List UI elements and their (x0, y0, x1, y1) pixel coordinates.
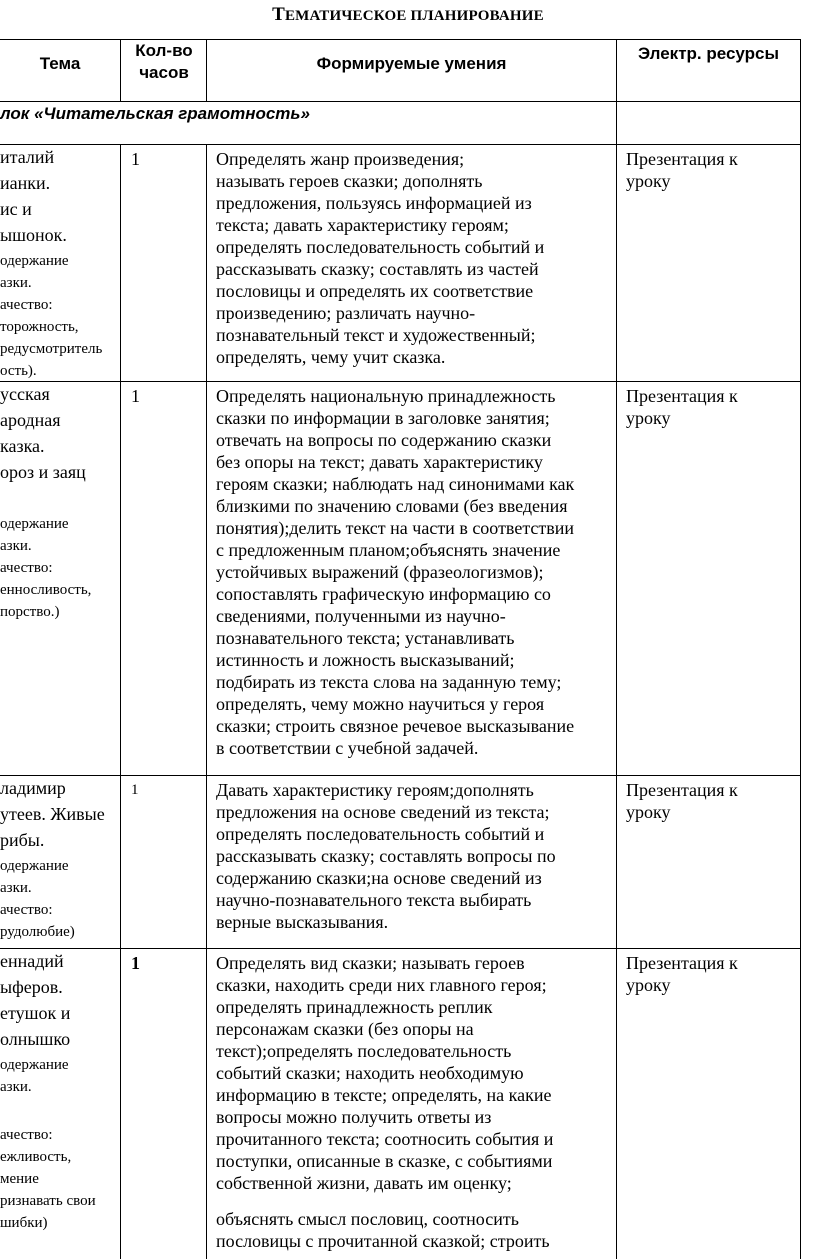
skill-line: называть героев сказки; дополнять (216, 171, 483, 191)
skill-line: персонажам сказки (без опоры на (216, 1019, 474, 1039)
row-resources (626, 385, 738, 429)
topic-line (0, 487, 118, 513)
topic-line: азки. (0, 275, 32, 291)
skill-line: сказки; строить связное речевое высказывание (216, 716, 575, 736)
skill-line: Давать характеристику героям;дополнять (216, 780, 534, 800)
topic-line: ороз и заяц (0, 462, 86, 482)
topic-line (0, 1098, 118, 1124)
topic-line: ость). (0, 363, 37, 379)
section-title: лок «Читательская грамотность» (0, 104, 310, 123)
row-resources (626, 779, 738, 823)
topic-line: ародная (0, 410, 61, 430)
skill-line: истинность и ложность высказываний; (216, 650, 515, 670)
skill-line: текст);определять последовательность (216, 1041, 512, 1061)
skill-line: сведениями, полученными из научно- (216, 606, 506, 626)
topic-line: ачество: (0, 297, 53, 313)
skill-line: информацию в тексте; определять, на какие (216, 1085, 552, 1105)
topic-line: одержание (0, 253, 69, 269)
skill-line: пословицы и определять их соответствие (216, 281, 534, 301)
topic-line: азки. (0, 538, 32, 554)
skill-line: Определять жанр произведения; (216, 149, 465, 169)
skill-line: содержанию сказки;на основе сведений из (216, 868, 542, 888)
skill-line: пословицы с прочитанной сказкой; строить (216, 1231, 550, 1251)
resource-line: уроку (626, 975, 671, 995)
topic-line: италий (0, 147, 55, 167)
row-hours: 1 (131, 149, 140, 169)
header-resources: Электр. ресурсы (637, 44, 780, 63)
topic-line: ачество: (0, 902, 53, 918)
header-skills: Формируемые умения (316, 54, 507, 73)
skill-line: определять принадлежность реплик (216, 997, 493, 1017)
table-border (616, 39, 617, 1259)
topic-line: етушок и (0, 1003, 71, 1023)
skill-line (216, 1194, 553, 1208)
skill-line: устойчивых выражений (фразеологизмов); (216, 562, 544, 582)
table-border (206, 144, 207, 1259)
skill-line: собственной жизни, давать им оценку; (216, 1173, 512, 1193)
resource-line: уроку (626, 171, 671, 191)
topic-line: ыферов. (0, 977, 63, 997)
skill-line: поступки, описанные в сказке, с событиями (216, 1151, 553, 1171)
resource-line: Презентация к (626, 953, 738, 973)
topic-line: казка. (0, 436, 45, 456)
skill-line: определять последовательность событий и (216, 237, 545, 257)
skill-line: понятия);делить текст на части в соответствии (216, 518, 575, 538)
topic-line: мение (0, 1171, 39, 1187)
skill-line: героям сказки; наблюдать над синонимами как (216, 474, 575, 494)
topic-line: ышонок. (0, 225, 67, 245)
table-border (0, 101, 800, 102)
skill-line: отвечать на вопросы по содержанию сказки (216, 430, 552, 450)
topic-line: еннадий (0, 951, 64, 971)
skill-line: произведению; различать научно- (216, 303, 476, 323)
skill-line: прочитанного текста; соотносить события и (216, 1129, 554, 1149)
skill-line: вопросы можно получить ответы из (216, 1107, 492, 1127)
topic-line: рибы. (0, 830, 45, 850)
resource-line: уроку (626, 408, 671, 428)
skill-line: познавательный текст и художественный; (216, 325, 536, 345)
row-topic (0, 383, 118, 623)
skill-line: объяснять смысл пословиц, соотносить (216, 1209, 519, 1229)
row-resources (626, 952, 738, 996)
topic-line: ачество: (0, 560, 53, 576)
skill-line: определять последовательность событий и (216, 824, 545, 844)
skill-line: в соответствии с учебной задачей. (216, 738, 479, 758)
table-border (800, 39, 801, 1259)
skill-line: определять, чему учит сказка. (216, 347, 446, 367)
row-skills (216, 952, 553, 1252)
topic-line: рудолюбие) (0, 924, 75, 940)
topic-line: олнышко (0, 1029, 71, 1049)
skill-line: рассказывать сказку; составлять из частей (216, 259, 539, 279)
skill-line: сказки, находить среди них главного героя; (216, 975, 547, 995)
page-title-text: ТЕМАТИЧЕСКОЕ ПЛАНИРОВАНИЕ (272, 4, 544, 25)
skill-line: научно-познавательного текста выбирать (216, 890, 532, 910)
row-topic (0, 146, 118, 382)
skill-line: подбирать из текста слова на заданную тему; (216, 672, 562, 692)
skill-line: предложения, пользуясь информацией из (216, 193, 532, 213)
skill-line: Определять национальную принадлежность (216, 386, 556, 406)
skill-line: Определять вид сказки; называть героев (216, 953, 525, 973)
header-topic: Тема (39, 54, 81, 73)
table-border (120, 144, 121, 1259)
topic-line: ризнавать свои (0, 1193, 96, 1209)
skill-line: предложения на основе сведений из текста; (216, 802, 550, 822)
row-resources (626, 148, 738, 192)
topic-line: порство.) (0, 604, 60, 620)
row-skills (216, 385, 574, 759)
topic-line: азки. (0, 1079, 32, 1095)
skill-line: сказки по информации в заголовке занятия; (216, 408, 550, 428)
skill-line: определять, чему можно научиться у героя (216, 694, 545, 714)
topic-line: усская (0, 384, 50, 404)
topic-line: торожность, (0, 319, 79, 335)
row-skills (216, 148, 544, 368)
skill-line: познавательного текста; устанавливать (216, 628, 515, 648)
resource-line: Презентация к (626, 149, 738, 169)
row-hours: 1 (131, 782, 139, 798)
skill-line: с предложенным планом;объяснять значение (216, 540, 561, 560)
row-hours: 1 (131, 386, 140, 406)
skill-line: сопоставлять графическую информацию со (216, 584, 551, 604)
topic-line: одержание (0, 858, 69, 874)
topic-line: ладимир (0, 778, 66, 798)
skill-line: близкими по значению словами (без введения (216, 496, 568, 516)
skill-line: верные высказывания. (216, 912, 389, 932)
resource-line: Презентация к (626, 386, 738, 406)
resource-line: уроку (626, 802, 671, 822)
row-hours: 1 (131, 953, 140, 973)
table-border (120, 39, 121, 101)
topic-line: ианки. (0, 173, 51, 193)
page-title (0, 4, 816, 26)
skill-line: рассказывать сказку; составлять вопросы по (216, 846, 556, 866)
topic-line: редусмотритель (0, 341, 103, 357)
topic-line: енносливость, (0, 582, 92, 598)
row-topic (0, 950, 118, 1234)
row-skills (216, 779, 556, 933)
topic-line: одержание (0, 516, 69, 532)
topic-line: ачество: (0, 1127, 53, 1143)
topic-line: шибки) (0, 1215, 48, 1231)
skill-line: текста; давать характеристику героям; (216, 215, 509, 235)
topic-line: ежливость, (0, 1149, 72, 1165)
skill-line: событий сказки; находить необходимую (216, 1063, 524, 1083)
row-topic (0, 777, 118, 943)
skill-line: без опоры на текст; давать характеристику (216, 452, 543, 472)
header-hours: Кол-во часов (135, 41, 193, 82)
topic-line: утеев. Живые (0, 804, 105, 824)
topic-line: одержание (0, 1057, 69, 1073)
topic-line: азки. (0, 880, 32, 896)
resource-line: Презентация к (626, 780, 738, 800)
topic-line: ис и (0, 199, 32, 219)
